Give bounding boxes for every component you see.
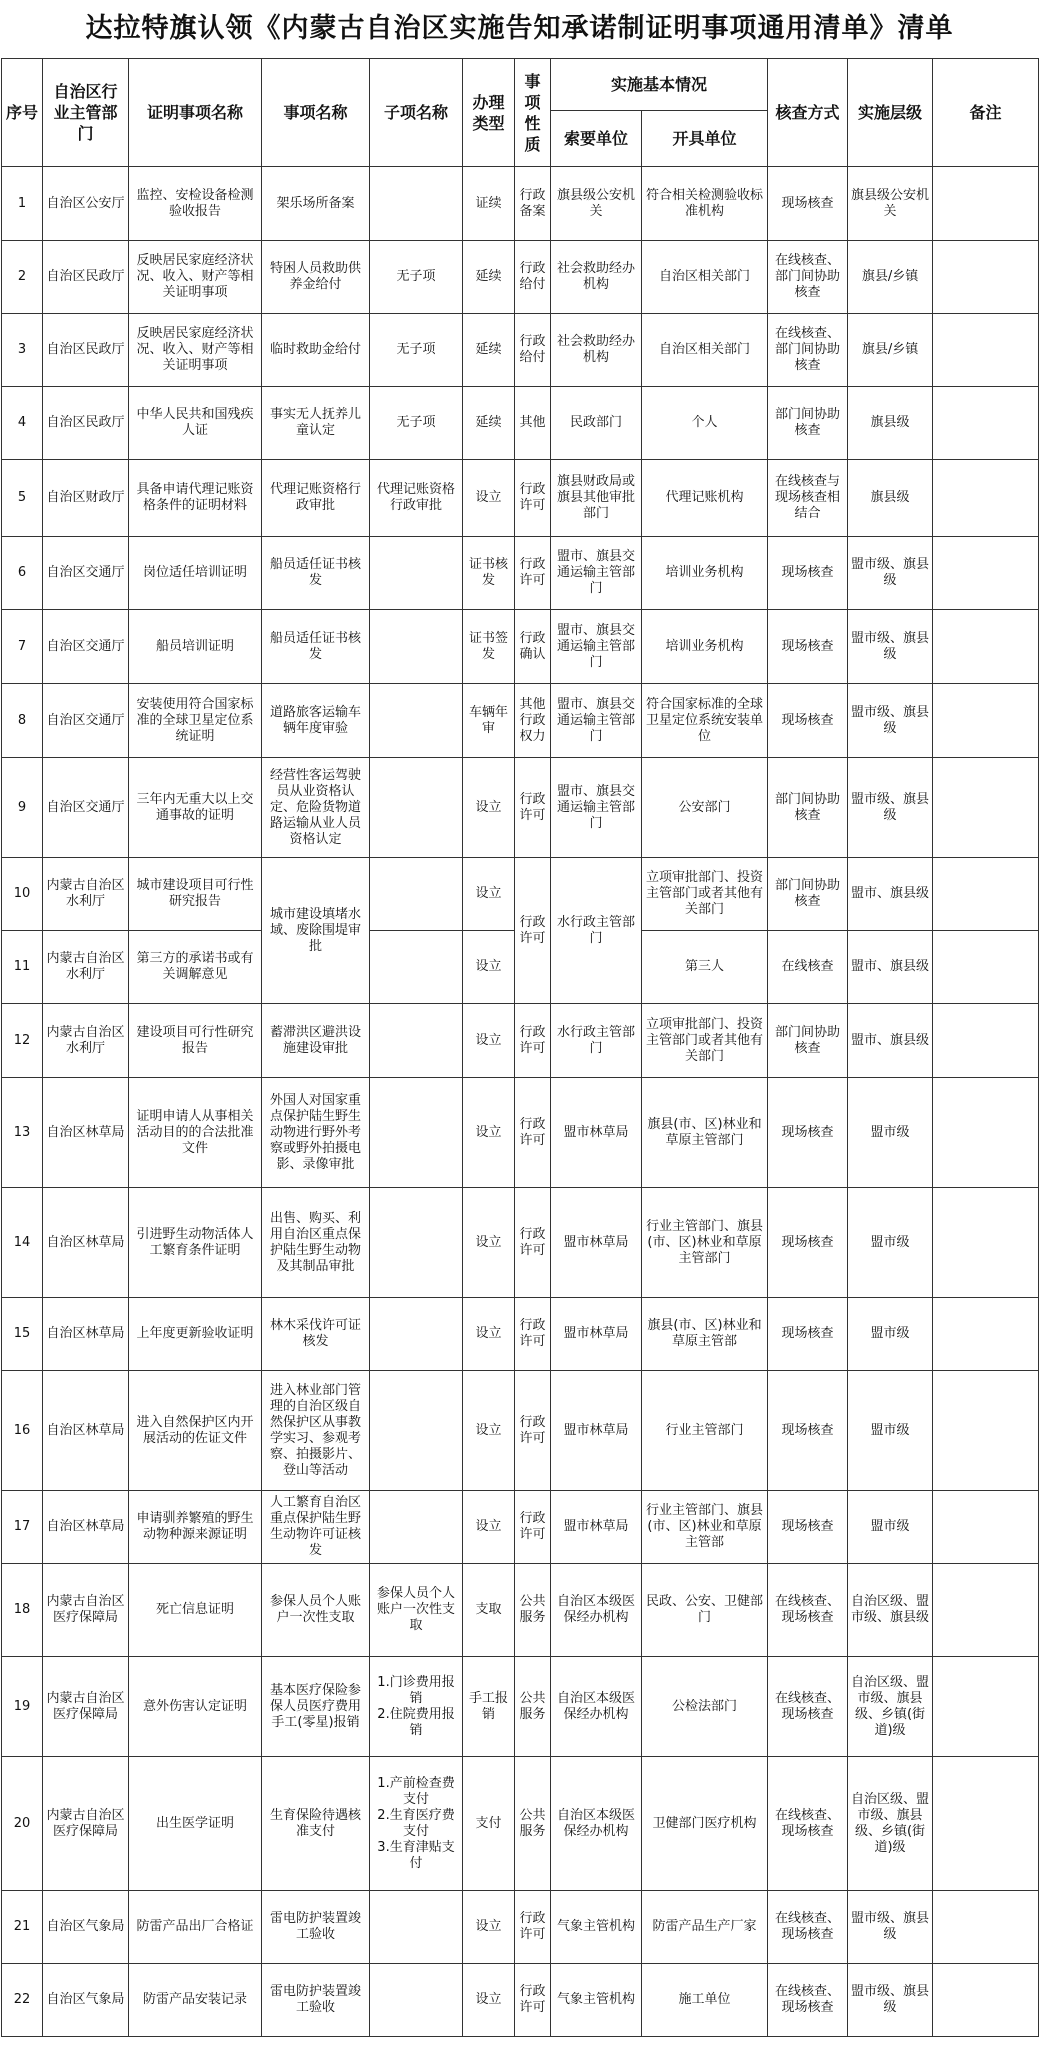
cell-nature: 行政给付 bbox=[515, 314, 551, 387]
cell-handle: 设立 bbox=[463, 1371, 515, 1491]
cell-cert: 死亡信息证明 bbox=[129, 1564, 262, 1657]
cell-dept: 自治区气象局 bbox=[43, 1891, 129, 1964]
cell-issue: 符合相关检测验收标准机构 bbox=[642, 167, 768, 241]
cell-nature: 公共服务 bbox=[515, 1757, 551, 1891]
cell-cert: 申请驯养繁殖的野生动物种源来源证明 bbox=[129, 1491, 262, 1564]
table-row bbox=[2, 1564, 1039, 1657]
header-nature: 事项性质 bbox=[515, 59, 551, 167]
cell-sub: 无子项 bbox=[370, 314, 463, 387]
cell-check: 现场核查 bbox=[768, 537, 848, 610]
cell-seq: 20 bbox=[2, 1757, 43, 1891]
cell-level: 盟市级 bbox=[848, 1298, 933, 1371]
cell-handle: 设立 bbox=[463, 858, 515, 931]
table-row bbox=[2, 1298, 1039, 1371]
cell-nature: 公共服务 bbox=[515, 1564, 551, 1657]
cell-req: 民政部门 bbox=[551, 387, 642, 460]
cell-item: 雷电防护装置竣工验收 bbox=[262, 1964, 370, 2037]
header-issue: 开具单位 bbox=[642, 111, 768, 167]
table-row bbox=[2, 1757, 1039, 1891]
cell-issue: 防雷产品生产厂家 bbox=[642, 1891, 768, 1964]
cell-seq: 21 bbox=[2, 1891, 43, 1964]
cell-level: 自治区级、盟市级、旗县级 bbox=[848, 1564, 933, 1657]
cell-item: 船员适任证书核发 bbox=[262, 610, 370, 684]
cell-nature: 行政备案 bbox=[515, 167, 551, 241]
header-note: 备注 bbox=[933, 59, 1039, 167]
cell-check: 现场核查 bbox=[768, 167, 848, 241]
cell-dept: 自治区公安厅 bbox=[43, 167, 129, 241]
table-row bbox=[2, 537, 1039, 610]
cell-item: 出售、购买、利用自治区重点保护陆生野生动物及其制品审批 bbox=[262, 1188, 370, 1298]
cell-note bbox=[933, 1491, 1039, 1564]
page-title: 达拉特旗认领《内蒙古自治区实施告知承诺制证明事项通用清单》清单 bbox=[85, 13, 954, 44]
cell-req: 盟市、旗县交通运输主管部门 bbox=[551, 537, 642, 610]
cell-handle: 设立 bbox=[463, 1964, 515, 2037]
table-row bbox=[2, 241, 1039, 314]
cell-req: 旗县级公安机关 bbox=[551, 167, 642, 241]
cell-sub: 1.门诊费用报销 2.住院费用报销 bbox=[370, 1657, 463, 1757]
cell-note bbox=[933, 387, 1039, 460]
cell-issue: 行业主管部门、旗县(市、区)林业和草原主管部门 bbox=[642, 1188, 768, 1298]
table-row bbox=[2, 1891, 1039, 1964]
cell-handle: 设立 bbox=[463, 1891, 515, 1964]
cell-sub bbox=[370, 1491, 463, 1564]
cell-dept: 内蒙古自治区水利厅 bbox=[43, 931, 129, 1004]
table-row bbox=[2, 387, 1039, 460]
cell-seq: 19 bbox=[2, 1657, 43, 1757]
cell-handle: 车辆年审 bbox=[463, 684, 515, 758]
cell-cert: 反映居民家庭经济状况、收入、财产等相关证明事项 bbox=[129, 241, 262, 314]
cell-cert: 岗位适任培训证明 bbox=[129, 537, 262, 610]
cell-nature: 行政确认 bbox=[515, 610, 551, 684]
cell-cert: 防雷产品安装记录 bbox=[129, 1964, 262, 2037]
header-sub: 子项名称 bbox=[370, 59, 463, 167]
cell-handle: 证书签发 bbox=[463, 610, 515, 684]
header-dept: 自治区行业主管部门 bbox=[43, 59, 129, 167]
cell-cert: 出生医学证明 bbox=[129, 1757, 262, 1891]
cell-level: 盟市级、旗县级 bbox=[848, 537, 933, 610]
header-cert: 证明事项名称 bbox=[129, 59, 262, 167]
cell-level: 盟市、旗县级 bbox=[848, 1004, 933, 1078]
cell-level: 盟市级、旗县级 bbox=[848, 758, 933, 858]
cell-check: 在线核查 bbox=[768, 931, 848, 1004]
cell-note bbox=[933, 1891, 1039, 1964]
cell-req: 自治区本级医保经办机构 bbox=[551, 1564, 642, 1657]
table-row bbox=[2, 460, 1039, 537]
cell-seq: 11 bbox=[2, 931, 43, 1004]
header-handle: 办理类型 bbox=[463, 59, 515, 167]
cell-issue: 代理记账机构 bbox=[642, 460, 768, 537]
cell-note bbox=[933, 241, 1039, 314]
cell-item: 船员适任证书核发 bbox=[262, 537, 370, 610]
cell-level: 盟市级 bbox=[848, 1491, 933, 1564]
cell-req: 盟市、旗县交通运输主管部门 bbox=[551, 610, 642, 684]
cell-issue: 培训业务机构 bbox=[642, 537, 768, 610]
cell-cert: 具备申请代理记账资格条件的证明材料 bbox=[129, 460, 262, 537]
cell-item: 基本医疗保险参保人员医疗费用手工(零星)报销 bbox=[262, 1657, 370, 1757]
cell-dept: 内蒙古自治区医疗保障局 bbox=[43, 1564, 129, 1657]
cell-level: 旗县级公安机关 bbox=[848, 167, 933, 241]
cell-handle: 设立 bbox=[463, 1298, 515, 1371]
cell-issue: 卫健部门医疗机构 bbox=[642, 1757, 768, 1891]
cell-cert: 上年度更新验收证明 bbox=[129, 1298, 262, 1371]
cell-dept: 自治区交通厅 bbox=[43, 758, 129, 858]
cell-nature: 行政许可 bbox=[515, 1964, 551, 2037]
cell-issue: 旗县(市、区)林业和草原主管部 bbox=[642, 1298, 768, 1371]
cell-item: 经营性客运驾驶员从业资格认定、危险货物道路运输从业人员资格认定 bbox=[262, 758, 370, 858]
cell-seq: 14 bbox=[2, 1188, 43, 1298]
cell-check: 在线核查、部门间协助核查 bbox=[768, 241, 848, 314]
table-row bbox=[2, 858, 1039, 931]
cell-note bbox=[933, 1188, 1039, 1298]
cell-issue: 立项审批部门、投资主管部门或者其他有关部门 bbox=[642, 1004, 768, 1078]
cell-note bbox=[933, 1371, 1039, 1491]
cell-cert: 防雷产品出厂合格证 bbox=[129, 1891, 262, 1964]
cell-sub bbox=[370, 1078, 463, 1188]
cell-level: 自治区级、盟市级、旗县级、乡镇(街道)级 bbox=[848, 1757, 933, 1891]
cell-issue: 民政、公安、卫健部门 bbox=[642, 1564, 768, 1657]
cell-issue: 个人 bbox=[642, 387, 768, 460]
cell-dept: 自治区财政厅 bbox=[43, 460, 129, 537]
cell-check: 现场核查 bbox=[768, 610, 848, 684]
cell-nature: 行政许可 bbox=[515, 1491, 551, 1564]
cell-seq: 6 bbox=[2, 537, 43, 610]
cell-check: 在线核查、现场核查 bbox=[768, 1964, 848, 2037]
cell-item: 事实无人抚养儿童认定 bbox=[262, 387, 370, 460]
cell-seq: 10 bbox=[2, 858, 43, 931]
cell-cert: 安装使用符合国家标准的全球卫星定位系统证明 bbox=[129, 684, 262, 758]
cell-item: 雷电防护装置竣工验收 bbox=[262, 1891, 370, 1964]
header-item: 事项名称 bbox=[262, 59, 370, 167]
cell-item: 特困人员救助供养金给付 bbox=[262, 241, 370, 314]
cell-seq: 13 bbox=[2, 1078, 43, 1188]
header-basic: 实施基本情况 bbox=[551, 59, 768, 111]
cell-handle: 支付 bbox=[463, 1757, 515, 1891]
cell-check: 在线核查、现场核查 bbox=[768, 1564, 848, 1657]
cell-dept: 自治区民政厅 bbox=[43, 387, 129, 460]
cell-note bbox=[933, 537, 1039, 610]
cell-level: 旗县级 bbox=[848, 387, 933, 460]
cell-seq: 7 bbox=[2, 610, 43, 684]
cell-handle: 设立 bbox=[463, 1004, 515, 1078]
cell-sub: 无子项 bbox=[370, 241, 463, 314]
cell-req: 社会救助经办机构 bbox=[551, 241, 642, 314]
cell-seq: 18 bbox=[2, 1564, 43, 1657]
cell-nature: 其他行政权力 bbox=[515, 684, 551, 758]
cell-nature: 行政许可 bbox=[515, 1298, 551, 1371]
cell-check: 在线核查、部门间协助核查 bbox=[768, 314, 848, 387]
cell-handle: 设立 bbox=[463, 1491, 515, 1564]
cell-check: 部门间协助核查 bbox=[768, 858, 848, 931]
table-row bbox=[2, 1078, 1039, 1188]
table-row bbox=[2, 1491, 1039, 1564]
cell-handle: 设立 bbox=[463, 460, 515, 537]
cell-issue: 自治区相关部门 bbox=[642, 314, 768, 387]
cell-level: 盟市、旗县级 bbox=[848, 931, 933, 1004]
cell-dept: 自治区交通厅 bbox=[43, 684, 129, 758]
cell-check: 在线核查、现场核查 bbox=[768, 1757, 848, 1891]
cell-seq: 1 bbox=[2, 167, 43, 241]
cell-cert: 第三方的承诺书或有关调解意见 bbox=[129, 931, 262, 1004]
cell-dept: 自治区气象局 bbox=[43, 1964, 129, 2037]
cell-nature: 其他 bbox=[515, 387, 551, 460]
cell-seq: 12 bbox=[2, 1004, 43, 1078]
table-row bbox=[2, 1964, 1039, 2037]
cell-level: 盟市级 bbox=[848, 1078, 933, 1188]
cell-req: 盟市、旗县交通运输主管部门 bbox=[551, 758, 642, 858]
cell-cert: 三年内无重大以上交通事故的证明 bbox=[129, 758, 262, 858]
cell-nature: 行政给付 bbox=[515, 241, 551, 314]
cell-note bbox=[933, 314, 1039, 387]
cell-item: 生育保险待遇核准支付 bbox=[262, 1757, 370, 1891]
cell-dept: 自治区林草局 bbox=[43, 1078, 129, 1188]
cell-sub bbox=[370, 1298, 463, 1371]
cell-dept: 自治区交通厅 bbox=[43, 610, 129, 684]
cell-note bbox=[933, 858, 1039, 931]
cell-note bbox=[933, 610, 1039, 684]
header-level: 实施层级 bbox=[848, 59, 933, 167]
cell-issue: 符合国家标准的全球卫星定位系统安装单位 bbox=[642, 684, 768, 758]
cell-note bbox=[933, 758, 1039, 858]
cell-issue: 行业主管部门、旗县(市、区)林业和草原主管部 bbox=[642, 1491, 768, 1564]
cell-nature: 行政许可 bbox=[515, 758, 551, 858]
cell-item: 道路旅客运输车辆年度审验 bbox=[262, 684, 370, 758]
cell-note bbox=[933, 1298, 1039, 1371]
cell-dept: 自治区林草局 bbox=[43, 1298, 129, 1371]
cell-seq: 15 bbox=[2, 1298, 43, 1371]
cell-req: 盟市林草局 bbox=[551, 1371, 642, 1491]
cell-dept: 内蒙古自治区医疗保障局 bbox=[43, 1657, 129, 1757]
cell-handle: 证续 bbox=[463, 167, 515, 241]
cell-check: 部门间协助核查 bbox=[768, 758, 848, 858]
cell-nature: 公共服务 bbox=[515, 1657, 551, 1757]
cell-cert: 证明申请人从事相关活动目的的合法批准文件 bbox=[129, 1078, 262, 1188]
cell-req: 社会救助经办机构 bbox=[551, 314, 642, 387]
cell-sub bbox=[370, 167, 463, 241]
cell-item: 蓄滞洪区避洪设施建设审批 bbox=[262, 1004, 370, 1078]
cell-item: 架乐场所备案 bbox=[262, 167, 370, 241]
table-row bbox=[2, 1371, 1039, 1491]
cell-nature: 行政许可 bbox=[515, 858, 551, 1004]
cell-sub bbox=[370, 1891, 463, 1964]
cell-cert: 城市建设项目可行性研究报告 bbox=[129, 858, 262, 931]
header-seq: 序号 bbox=[2, 59, 43, 167]
cell-note bbox=[933, 1078, 1039, 1188]
cell-handle: 设立 bbox=[463, 1188, 515, 1298]
cell-dept: 自治区林草局 bbox=[43, 1491, 129, 1564]
table-row bbox=[2, 758, 1039, 858]
table-row bbox=[2, 167, 1039, 241]
cell-req: 水行政主管部门 bbox=[551, 858, 642, 1004]
cell-req: 盟市林草局 bbox=[551, 1491, 642, 1564]
cell-handle: 设立 bbox=[463, 1078, 515, 1188]
cell-level: 盟市、旗县级 bbox=[848, 858, 933, 931]
cell-req: 盟市林草局 bbox=[551, 1078, 642, 1188]
cell-check: 现场核查 bbox=[768, 1371, 848, 1491]
cell-level: 旗县/乡镇 bbox=[848, 314, 933, 387]
cell-nature: 行政许可 bbox=[515, 1891, 551, 1964]
cell-sub bbox=[370, 1004, 463, 1078]
cell-item: 临时救助金给付 bbox=[262, 314, 370, 387]
cell-note bbox=[933, 1757, 1039, 1891]
cell-cert: 监控、安检设备检测验收报告 bbox=[129, 167, 262, 241]
cell-note bbox=[933, 167, 1039, 241]
cell-check: 在线核查、现场核查 bbox=[768, 1891, 848, 1964]
cell-dept: 内蒙古自治区医疗保障局 bbox=[43, 1757, 129, 1891]
cell-sub: 代理记账资格行政审批 bbox=[370, 460, 463, 537]
cell-level: 盟市级、旗县级 bbox=[848, 1964, 933, 2037]
cell-check: 部门间协助核查 bbox=[768, 1004, 848, 1078]
certification-table bbox=[1, 58, 1039, 2037]
cell-req: 气象主管机构 bbox=[551, 1891, 642, 1964]
cell-level: 旗县/乡镇 bbox=[848, 241, 933, 314]
table-row bbox=[2, 1004, 1039, 1078]
cell-req: 旗县财政局或旗县其他审批部门 bbox=[551, 460, 642, 537]
cell-issue: 公安部门 bbox=[642, 758, 768, 858]
cell-issue: 立项审批部门、投资主管部门或者其他有关部门 bbox=[642, 858, 768, 931]
cell-issue: 施工单位 bbox=[642, 1964, 768, 2037]
cell-level: 盟市级、旗县级 bbox=[848, 684, 933, 758]
cell-issue: 自治区相关部门 bbox=[642, 241, 768, 314]
table-row bbox=[2, 1657, 1039, 1757]
cell-seq: 4 bbox=[2, 387, 43, 460]
cell-nature: 行政许可 bbox=[515, 1371, 551, 1491]
cell-check: 现场核查 bbox=[768, 1298, 848, 1371]
cell-sub bbox=[370, 1188, 463, 1298]
cell-handle: 设立 bbox=[463, 758, 515, 858]
cell-cert: 引进野生动物活体人工繁育条件证明 bbox=[129, 1188, 262, 1298]
cell-seq: 5 bbox=[2, 460, 43, 537]
cell-cert: 进入自然保护区内开展活动的佐证文件 bbox=[129, 1371, 262, 1491]
cell-dept: 自治区林草局 bbox=[43, 1188, 129, 1298]
cell-cert: 船员培训证明 bbox=[129, 610, 262, 684]
cell-check: 现场核查 bbox=[768, 1188, 848, 1298]
cell-sub bbox=[370, 610, 463, 684]
header-req: 索要单位 bbox=[551, 111, 642, 167]
cell-issue: 公检法部门 bbox=[642, 1657, 768, 1757]
cell-sub bbox=[370, 758, 463, 858]
cell-dept: 内蒙古自治区水利厅 bbox=[43, 1004, 129, 1078]
cell-dept: 自治区交通厅 bbox=[43, 537, 129, 610]
cell-item: 林木采伐许可证核发 bbox=[262, 1298, 370, 1371]
cell-req: 盟市林草局 bbox=[551, 1298, 642, 1371]
cell-seq: 17 bbox=[2, 1491, 43, 1564]
cell-nature: 行政许可 bbox=[515, 1078, 551, 1188]
cell-handle: 延续 bbox=[463, 387, 515, 460]
cell-dept: 内蒙古自治区水利厅 bbox=[43, 858, 129, 931]
cell-issue: 第三人 bbox=[642, 931, 768, 1004]
cell-dept: 自治区民政厅 bbox=[43, 241, 129, 314]
table-row bbox=[2, 684, 1039, 758]
cell-handle: 手工报销 bbox=[463, 1657, 515, 1757]
table-row bbox=[2, 1188, 1039, 1298]
cell-note bbox=[933, 931, 1039, 1004]
cell-check: 现场核查 bbox=[768, 1491, 848, 1564]
cell-note bbox=[933, 460, 1039, 537]
cell-dept: 自治区林草局 bbox=[43, 1371, 129, 1491]
cell-check: 在线核查、现场核查 bbox=[768, 1657, 848, 1757]
cell-cert: 建设项目可行性研究报告 bbox=[129, 1004, 262, 1078]
cell-item: 外国人对国家重点保护陆生野生动物进行野外考察或野外拍摄电影、录像审批 bbox=[262, 1078, 370, 1188]
cell-sub: 无子项 bbox=[370, 387, 463, 460]
table-row bbox=[2, 314, 1039, 387]
cell-issue: 行业主管部门 bbox=[642, 1371, 768, 1491]
cell-req: 自治区本级医保经办机构 bbox=[551, 1657, 642, 1757]
cell-check: 部门间协助核查 bbox=[768, 387, 848, 460]
cell-sub: 参保人员个人账户一次性支取 bbox=[370, 1564, 463, 1657]
cell-level: 盟市级、旗县级 bbox=[848, 1891, 933, 1964]
cell-handle: 支取 bbox=[463, 1564, 515, 1657]
cell-cert: 中华人民共和国残疾人证 bbox=[129, 387, 262, 460]
cell-req: 自治区本级医保经办机构 bbox=[551, 1757, 642, 1891]
cell-sub bbox=[370, 537, 463, 610]
cell-item: 代理记账资格行政审批 bbox=[262, 460, 370, 537]
cell-level: 旗县级 bbox=[848, 460, 933, 537]
cell-seq: 16 bbox=[2, 1371, 43, 1491]
cell-note bbox=[933, 1657, 1039, 1757]
cell-nature: 行政许可 bbox=[515, 460, 551, 537]
cell-handle: 证书核发 bbox=[463, 537, 515, 610]
cell-handle: 延续 bbox=[463, 314, 515, 387]
cell-cert: 反映居民家庭经济状况、收入、财产等相关证明事项 bbox=[129, 314, 262, 387]
cell-req: 水行政主管部门 bbox=[551, 1004, 642, 1078]
cell-level: 盟市级 bbox=[848, 1371, 933, 1491]
cell-level: 盟市级 bbox=[848, 1188, 933, 1298]
cell-req: 盟市、旗县交通运输主管部门 bbox=[551, 684, 642, 758]
cell-item: 参保人员个人账户一次性支取 bbox=[262, 1564, 370, 1657]
cell-req: 盟市林草局 bbox=[551, 1188, 642, 1298]
cell-nature: 行政许可 bbox=[515, 1188, 551, 1298]
cell-check: 现场核查 bbox=[768, 684, 848, 758]
cell-item: 城市建设填堵水域、废除围堤审批 bbox=[262, 858, 370, 1004]
cell-dept: 自治区民政厅 bbox=[43, 314, 129, 387]
cell-note bbox=[933, 1564, 1039, 1657]
cell-cert: 意外伤害认定证明 bbox=[129, 1657, 262, 1757]
cell-note bbox=[933, 684, 1039, 758]
cell-handle: 延续 bbox=[463, 241, 515, 314]
cell-sub bbox=[370, 931, 463, 1004]
cell-nature: 行政许可 bbox=[515, 1004, 551, 1078]
cell-seq: 3 bbox=[2, 314, 43, 387]
cell-seq: 9 bbox=[2, 758, 43, 858]
cell-issue: 培训业务机构 bbox=[642, 610, 768, 684]
cell-item: 进入林业部门管理的自治区级自然保护区从事教学实习、参观考察、拍摄影片、登山等活动 bbox=[262, 1371, 370, 1491]
cell-item: 人工繁育自治区重点保护陆生野生动物许可证核发 bbox=[262, 1491, 370, 1564]
cell-seq: 2 bbox=[2, 241, 43, 314]
header-check: 核查方式 bbox=[768, 59, 848, 167]
cell-sub bbox=[370, 1964, 463, 2037]
cell-sub bbox=[370, 684, 463, 758]
cell-sub: 1.产前检查费支付 2.生育医疗费支付 3.生育津贴支付 bbox=[370, 1757, 463, 1891]
cell-sub bbox=[370, 1371, 463, 1491]
cell-note bbox=[933, 1964, 1039, 2037]
table-body bbox=[2, 167, 1039, 2037]
cell-level: 盟市级、旗县级 bbox=[848, 610, 933, 684]
cell-issue: 旗县(市、区)林业和草原主管部门 bbox=[642, 1078, 768, 1188]
cell-handle: 设立 bbox=[463, 931, 515, 1004]
cell-check: 现场核查 bbox=[768, 1078, 848, 1188]
cell-req: 气象主管机构 bbox=[551, 1964, 642, 2037]
cell-nature: 行政许可 bbox=[515, 537, 551, 610]
cell-seq: 8 bbox=[2, 684, 43, 758]
cell-sub bbox=[370, 858, 463, 931]
cell-level: 自治区级、盟市级、旗县级、乡镇(街道)级 bbox=[848, 1657, 933, 1757]
table-row bbox=[2, 610, 1039, 684]
cell-check: 在线核查与现场核查相结合 bbox=[768, 460, 848, 537]
cell-note bbox=[933, 1004, 1039, 1078]
cell-seq: 22 bbox=[2, 1964, 43, 2037]
